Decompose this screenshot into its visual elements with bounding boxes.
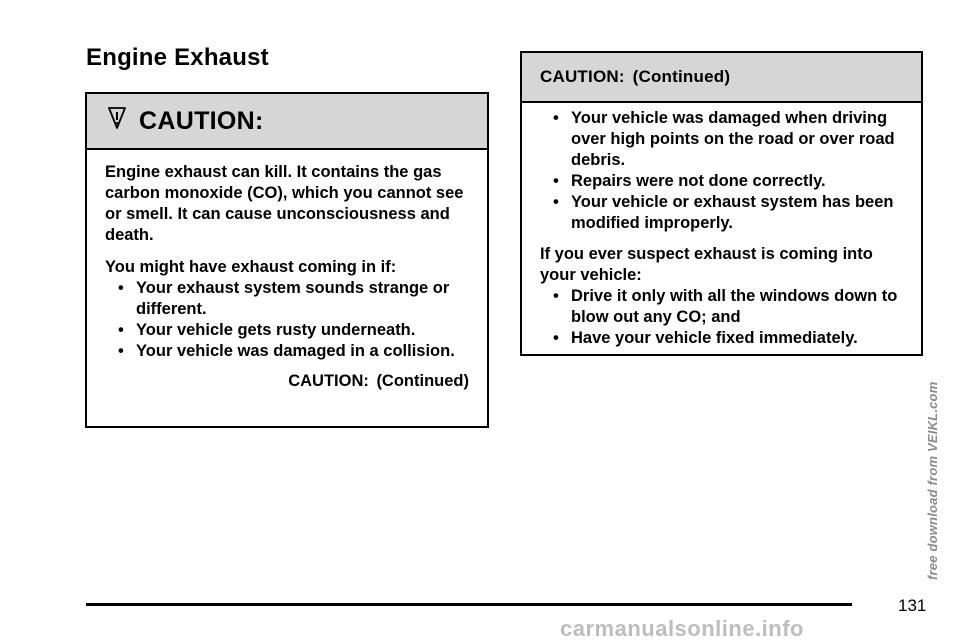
list-item-text: Have your vehicle fixed immediately. (571, 329, 858, 347)
list-item (540, 328, 903, 349)
list-item (540, 171, 903, 192)
list-item-text: Drive it only with all the windows down to blow out any CO; and (571, 287, 898, 326)
bullet-dot: • (553, 172, 559, 190)
caution-lead: You might have exhaust coming in if: (105, 258, 397, 276)
caution-box-left (85, 92, 489, 428)
caution-continued-note: CAUTION: (Continued) (288, 372, 469, 390)
bullet-dot: • (118, 342, 124, 360)
list-item-text: Your vehicle was damaged when driving over high points on the road or over road debris. (571, 109, 895, 169)
caution-body (87, 150, 487, 392)
bullet-list (105, 278, 469, 362)
list-item-text: Your vehicle or exhaust system has been modified improperly. (571, 193, 894, 232)
warning-triangle-icon (105, 106, 129, 130)
bullet-dot: • (118, 279, 124, 297)
side-watermark: free download from VEIKL.com (925, 381, 940, 580)
bullet-dot: • (553, 109, 559, 127)
list-item (540, 108, 903, 171)
caution-continued-body (522, 103, 921, 349)
list-item (540, 286, 903, 328)
caution-intro: Engine exhaust can kill. It contains the gas carbon monoxide (CO), which you cannot see or smell. It can cause unconsciousness and death. (105, 163, 464, 244)
list-item-text: Your exhaust system sounds strange or different. (136, 279, 450, 318)
page-number: 131 (898, 596, 927, 615)
footer-rule (86, 603, 852, 606)
caution-box-right (520, 51, 923, 356)
caution-header-label: CAUTION: (139, 106, 264, 135)
list-item (105, 320, 469, 341)
bullet-dot: • (118, 321, 124, 339)
caution-lead: If you ever suspect exhaust is coming into your vehicle: (540, 245, 873, 284)
caution-continued-header-label: CAUTION: (Continued) (540, 67, 731, 86)
list-item (105, 278, 469, 320)
bullet-list (540, 108, 903, 234)
bullet-dot: • (553, 329, 559, 347)
list-item-text: Your vehicle gets rusty underneath. (136, 321, 416, 339)
list-item (540, 192, 903, 234)
caution-continued-header (522, 53, 921, 103)
bullet-dot: • (553, 287, 559, 305)
bullet-list (540, 286, 903, 349)
section-title: Engine Exhaust (86, 44, 269, 71)
list-item-text: Your vehicle was damaged in a collision. (136, 342, 455, 360)
list-item-text: Repairs were not done correctly. (571, 172, 826, 190)
bottom-watermark: carmanualsonline.info (560, 616, 804, 640)
caution-header (87, 94, 487, 150)
bullet-dot: • (553, 193, 559, 211)
list-item (105, 341, 469, 362)
